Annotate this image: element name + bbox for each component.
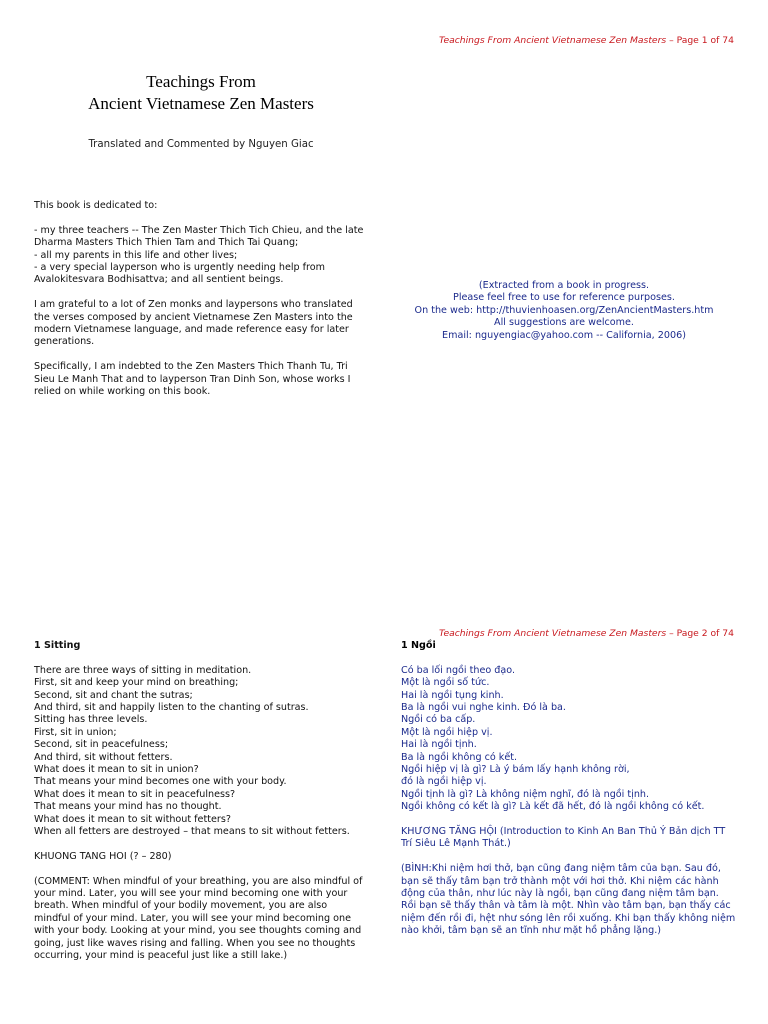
gratitude-paragraph: I am grateful to a lot of Zen monks and laypersons who translated the verses composed by ancient Vietnamese Zen Masters into the modern Vietnamese language, and made reference easy for later generations. xyxy=(34,299,353,348)
verse-line: Ngồi không có kết là gì? Là kết đã hết, đó là ngồi không có kết. xyxy=(401,801,705,813)
extraction-notice xyxy=(394,280,734,342)
verse-line: Hai là ngồi tịnh. xyxy=(401,739,477,751)
verse-line: And third, sit without fetters. xyxy=(34,751,173,763)
verse-line: Một là ngồi hiệp vị. xyxy=(401,726,493,738)
notice-line: (Extracted from a book in progress. xyxy=(478,280,650,291)
verse-line: Ba là ngồi vui nghe kinh. Đó là ba. xyxy=(401,702,566,714)
verse-line: Ngồi tịnh là gì? Là không niệm nghĩ, đó là ngồi tịnh. xyxy=(401,788,650,800)
indebted-paragraph: Specifically, I am indebted to the Zen Masters Thich Thanh Tu, Tri Sieu Le Manh That and to layperson Tran Dinh Son, whose works I relied on while working on this book. xyxy=(34,361,351,398)
document-page-2 xyxy=(0,610,768,1024)
vietnamese-column xyxy=(401,640,736,938)
section-heading: 1 Sitting xyxy=(34,640,81,651)
book-title-line-1: Teachings From xyxy=(146,72,256,91)
header-book-title: Teachings From Ancient Vietnamese Zen Masters xyxy=(438,35,667,46)
verse-line: Ba là ngồi không có kết. xyxy=(401,751,518,763)
verse-line: What does it mean to sit without fetters? xyxy=(34,813,231,825)
verse-line: First, sit and keep your mind on breathing; xyxy=(34,677,239,689)
translator-byline: Translated and Commented by Nguyen Giac xyxy=(88,139,314,150)
verse-line: What does it mean to sit in peacefulness? xyxy=(34,788,236,800)
notice-web-line: On the web: http://thuvienhoasen.org/ZenAncientMasters.htm xyxy=(414,304,714,316)
section-heading: 1 Ngồi xyxy=(401,640,436,651)
verse-line: đó là ngồi hiệp vị. xyxy=(401,776,487,788)
verse-line: What does it mean to sit in union? xyxy=(34,764,199,776)
verse-line: Hai là ngồi tụng kinh. xyxy=(401,689,504,701)
book-title-line-2: Ancient Vietnamese Zen Masters xyxy=(88,94,314,113)
verse-source: KHUONG TANG HOI (? – 280) xyxy=(34,850,172,862)
dedication-item: - a very special layperson who is urgently needing help from Avalokitesvara Bodhisattva; and all sentient beings. xyxy=(34,262,325,286)
verse-line: Có ba lối ngồi theo đạo. xyxy=(401,664,516,676)
header-book-title: Teachings From Ancient Vietnamese Zen Masters xyxy=(438,628,667,639)
dedication-item: - all my parents in this life and other lives; xyxy=(34,249,238,261)
verse-line: Ngồi có ba cấp. xyxy=(401,714,476,726)
verse-line: First, sit in union; xyxy=(34,726,117,738)
verse-line: That means your mind has no thought. xyxy=(34,801,222,813)
verse-line: Second, sit in peacefulness; xyxy=(34,739,169,751)
commentary-paragraph: (COMMENT: When mindful of your breathing, you are also mindful of your mind. Later, you will see your mind becoming one with your breath. When mindful of your bodily movement, you are also mindful of your mind. Later, you will see your mind becoming one with your body. Looking at your mind, you see thoughts coming and going, just like waves rising and falling. When you see no thoughts occurring, your mind is peaceful just like a still lake.) xyxy=(34,875,363,962)
header-page-number: – Page 1 of 74 xyxy=(669,35,734,46)
notice-email-line: Email: nguyengiac@yahoo.com -- California, 2006) xyxy=(442,329,686,341)
dedication-intro: This book is dedicated to: xyxy=(34,200,158,211)
verse-line: And third, sit and happily listen to the chanting of sutras. xyxy=(34,702,309,714)
verse-line: Second, sit and chant the sutras; xyxy=(34,689,193,701)
commentary-paragraph: (BÌNH:Khi niệm hơi thở, bạn cũng đang niệm tâm của bạn. Sau đó, bạn sẽ thấy tâm bạn trở thành một với hơi thở. Khi niệm các hành động của thân, như lúc này là ngồi, bạn cũng đang niệm tâm bạn. Rồi bạn sẽ thấy thân và tâm là một. Nhìn vào tâm bạn, bạn thấy các niệm đến rồi đi, hệt như sóng lên rồi xuống. Khi bạn thấy không niệm nào khởi, tâm bạn sẽ an tĩnh như mặt hồ phẳng lặng.) xyxy=(401,863,736,937)
page-header xyxy=(439,628,734,639)
notice-line: All suggestions are welcome. xyxy=(494,317,634,329)
verse-line: Một là ngồi số tức. xyxy=(401,677,490,689)
dedication-item: - my three teachers -- The Zen Master Thich Tich Chieu, and the late Dharma Masters Thich Thien Tam and Thich Tai Quang; xyxy=(34,224,364,249)
english-column xyxy=(34,640,364,963)
verse-line: That means your mind becomes one with your body. xyxy=(34,776,287,788)
dedication-section xyxy=(34,200,364,398)
verse-source: KHƯƠNG TĂNG HỘI (Introduction to Kinh An Ban Thủ Ý Bản dịch TT Trí Siêu Lê Mạnh Thát.) xyxy=(401,826,726,850)
notice-line: Please feel free to use for reference purposes. xyxy=(453,292,675,304)
verse-line: When all fetters are destroyed – that means to sit without fetters. xyxy=(34,826,350,838)
page-header xyxy=(439,35,734,46)
verse-line: Ngồi hiệp vị là gì? Là ý bám lấy hạnh không rời, xyxy=(401,764,630,776)
verse-line: Sitting has three levels. xyxy=(34,714,148,726)
header-page-number: – Page 2 of 74 xyxy=(669,628,734,639)
verse-line: There are three ways of sitting in meditation. xyxy=(34,664,252,676)
